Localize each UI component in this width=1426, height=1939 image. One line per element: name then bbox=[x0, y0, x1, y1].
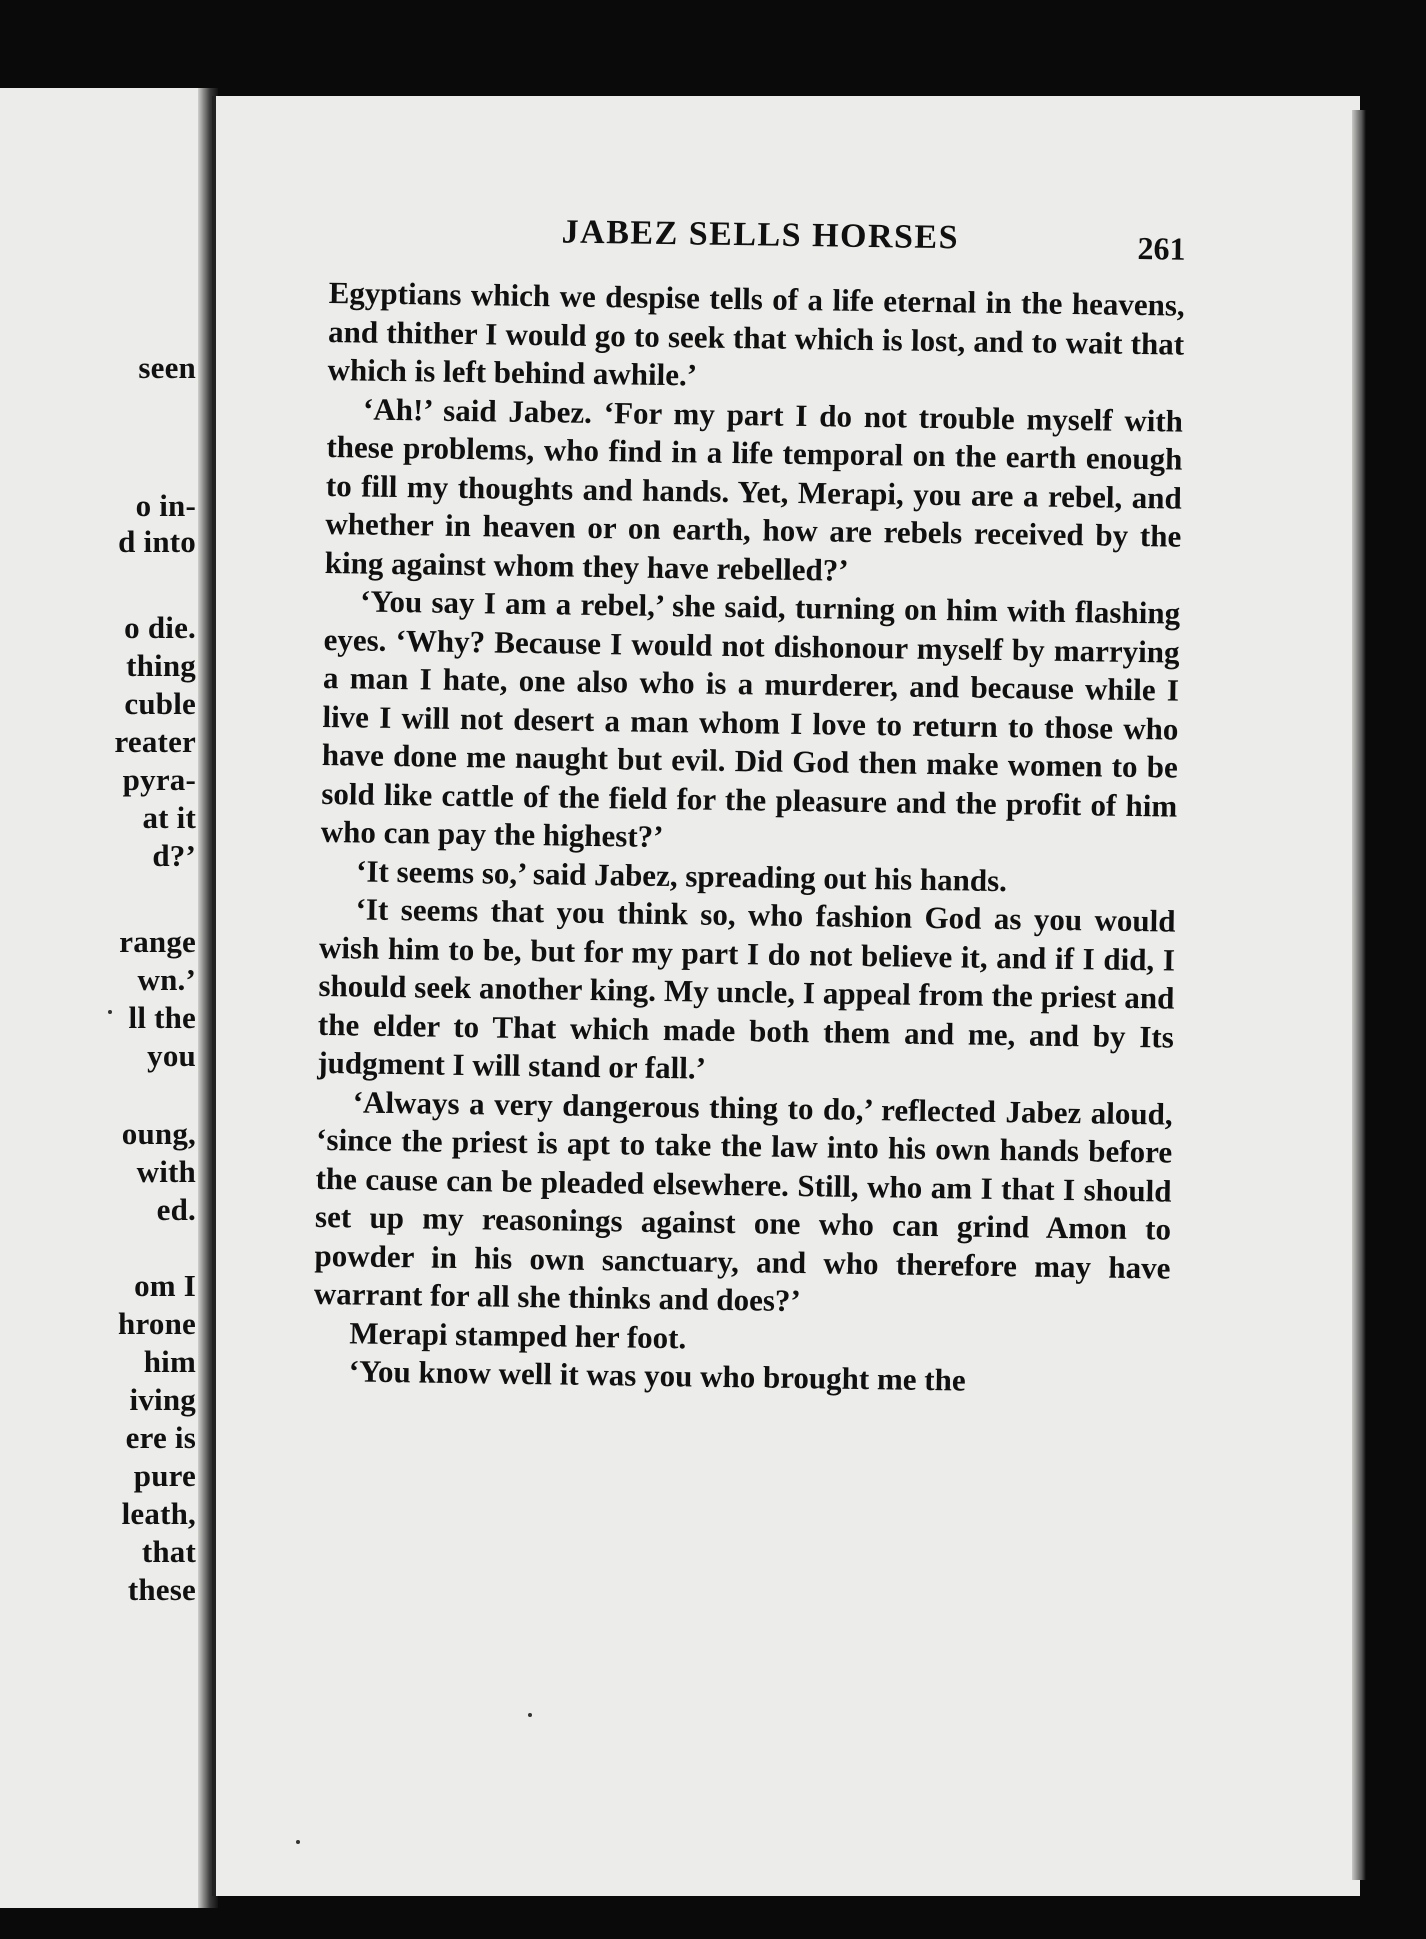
left-page-line: pyra- bbox=[122, 762, 196, 797]
page-edge-shadow bbox=[1352, 110, 1366, 1880]
left-page-line: him bbox=[143, 1344, 196, 1379]
paragraph: Egyptians which we despise tells of a life eternal in the heavens, and thither I would go to seek that which is lost, and to wait that which is left behind awhile.’ bbox=[327, 274, 1185, 393]
paper-speck bbox=[108, 1010, 112, 1014]
left-page-line: reater bbox=[114, 724, 196, 759]
left-page-line: oung, bbox=[121, 1116, 196, 1151]
left-page-line: these bbox=[127, 1572, 196, 1607]
paper-speck bbox=[528, 1713, 532, 1717]
body-text bbox=[312, 274, 1184, 1403]
left-page-line: d?’ bbox=[152, 838, 196, 873]
left-page-line: ll the bbox=[128, 1000, 196, 1035]
left-page-line: iving bbox=[129, 1382, 196, 1417]
left-page-line: pure bbox=[133, 1458, 196, 1493]
chapter-running-title: JABEZ SELLS HORSES bbox=[561, 213, 960, 257]
paragraph: ‘It seems that you think so, who fashion God as you would wish him to be, but for my part I do not believe it, and if I did, I should seek another king. My uncle, I appeal from the priest and the elder to That which made both them and me, and by Its judgment I will stand or fall.’ bbox=[317, 891, 1176, 1086]
page-number: 261 bbox=[1137, 229, 1186, 267]
left-page-line: you bbox=[147, 1038, 196, 1073]
left-page-line: with bbox=[136, 1154, 196, 1189]
left-page-line: seen bbox=[138, 350, 196, 385]
left-page-line: thing bbox=[126, 648, 196, 683]
paragraph: ‘Ah!’ said Jabez. ‘For my part I do not trouble myself with these problems, who find in a life temporal on the earth enough to fill my thoughts and hands. Yet, Merapi, you are a rebel, and whether in heaven or on earth, how are rebels received by the king against whom they have rebelled?’ bbox=[324, 391, 1184, 588]
left-page-line: om I bbox=[134, 1268, 196, 1303]
left-page-line: wn.’ bbox=[137, 962, 196, 997]
left-page-line: that bbox=[141, 1534, 196, 1569]
paragraph: ‘It seems so,’ said Jabez, spreading out his hands. bbox=[355, 852, 1008, 898]
left-page-line: leath, bbox=[121, 1496, 196, 1531]
paragraph: ‘Always a very dangerous thing to do,’ reflected Jabez aloud, ‘since the priest is apt to take the law into his own hands before the cause can be pleaded elsewhere. Still, who am I that I should set up my reasonings against one who can grind Amon to powder in his own sanctuary, and who therefore may have warrant for all she thinks and does?’ bbox=[313, 1083, 1173, 1319]
left-page-line: o in- bbox=[135, 488, 196, 523]
page-text-block bbox=[312, 210, 1185, 1403]
paragraph: ‘You say I am a rebel,’ she said, turning on him with flashing eyes. ‘Why? Because I would not dishonour myself by marrying a man I hate, one also who is a murderer, and because while I live I will not desert a man whom I love to return to those who have done me naught but evil. Did God then make women to be sold like cattle of the field for the pleasure and the profit of him who can pay the highest?’ bbox=[320, 583, 1181, 855]
paragraph: ‘You know well it was you who brought me the bbox=[348, 1353, 966, 1398]
left-page-line: hrone bbox=[118, 1306, 196, 1341]
left-page-line: at it bbox=[142, 800, 196, 835]
left-page-line: o die. bbox=[124, 610, 196, 645]
left-page-line: ed. bbox=[156, 1192, 196, 1227]
left-page-line: range bbox=[119, 924, 196, 959]
paper-speck bbox=[296, 1840, 300, 1844]
left-page-line: cuble bbox=[124, 686, 196, 721]
paragraph: Merapi stamped her foot. bbox=[349, 1314, 687, 1355]
left-page-line: d into bbox=[118, 524, 196, 559]
left-facing-page bbox=[0, 88, 206, 1908]
left-page-line: ere is bbox=[125, 1420, 196, 1455]
